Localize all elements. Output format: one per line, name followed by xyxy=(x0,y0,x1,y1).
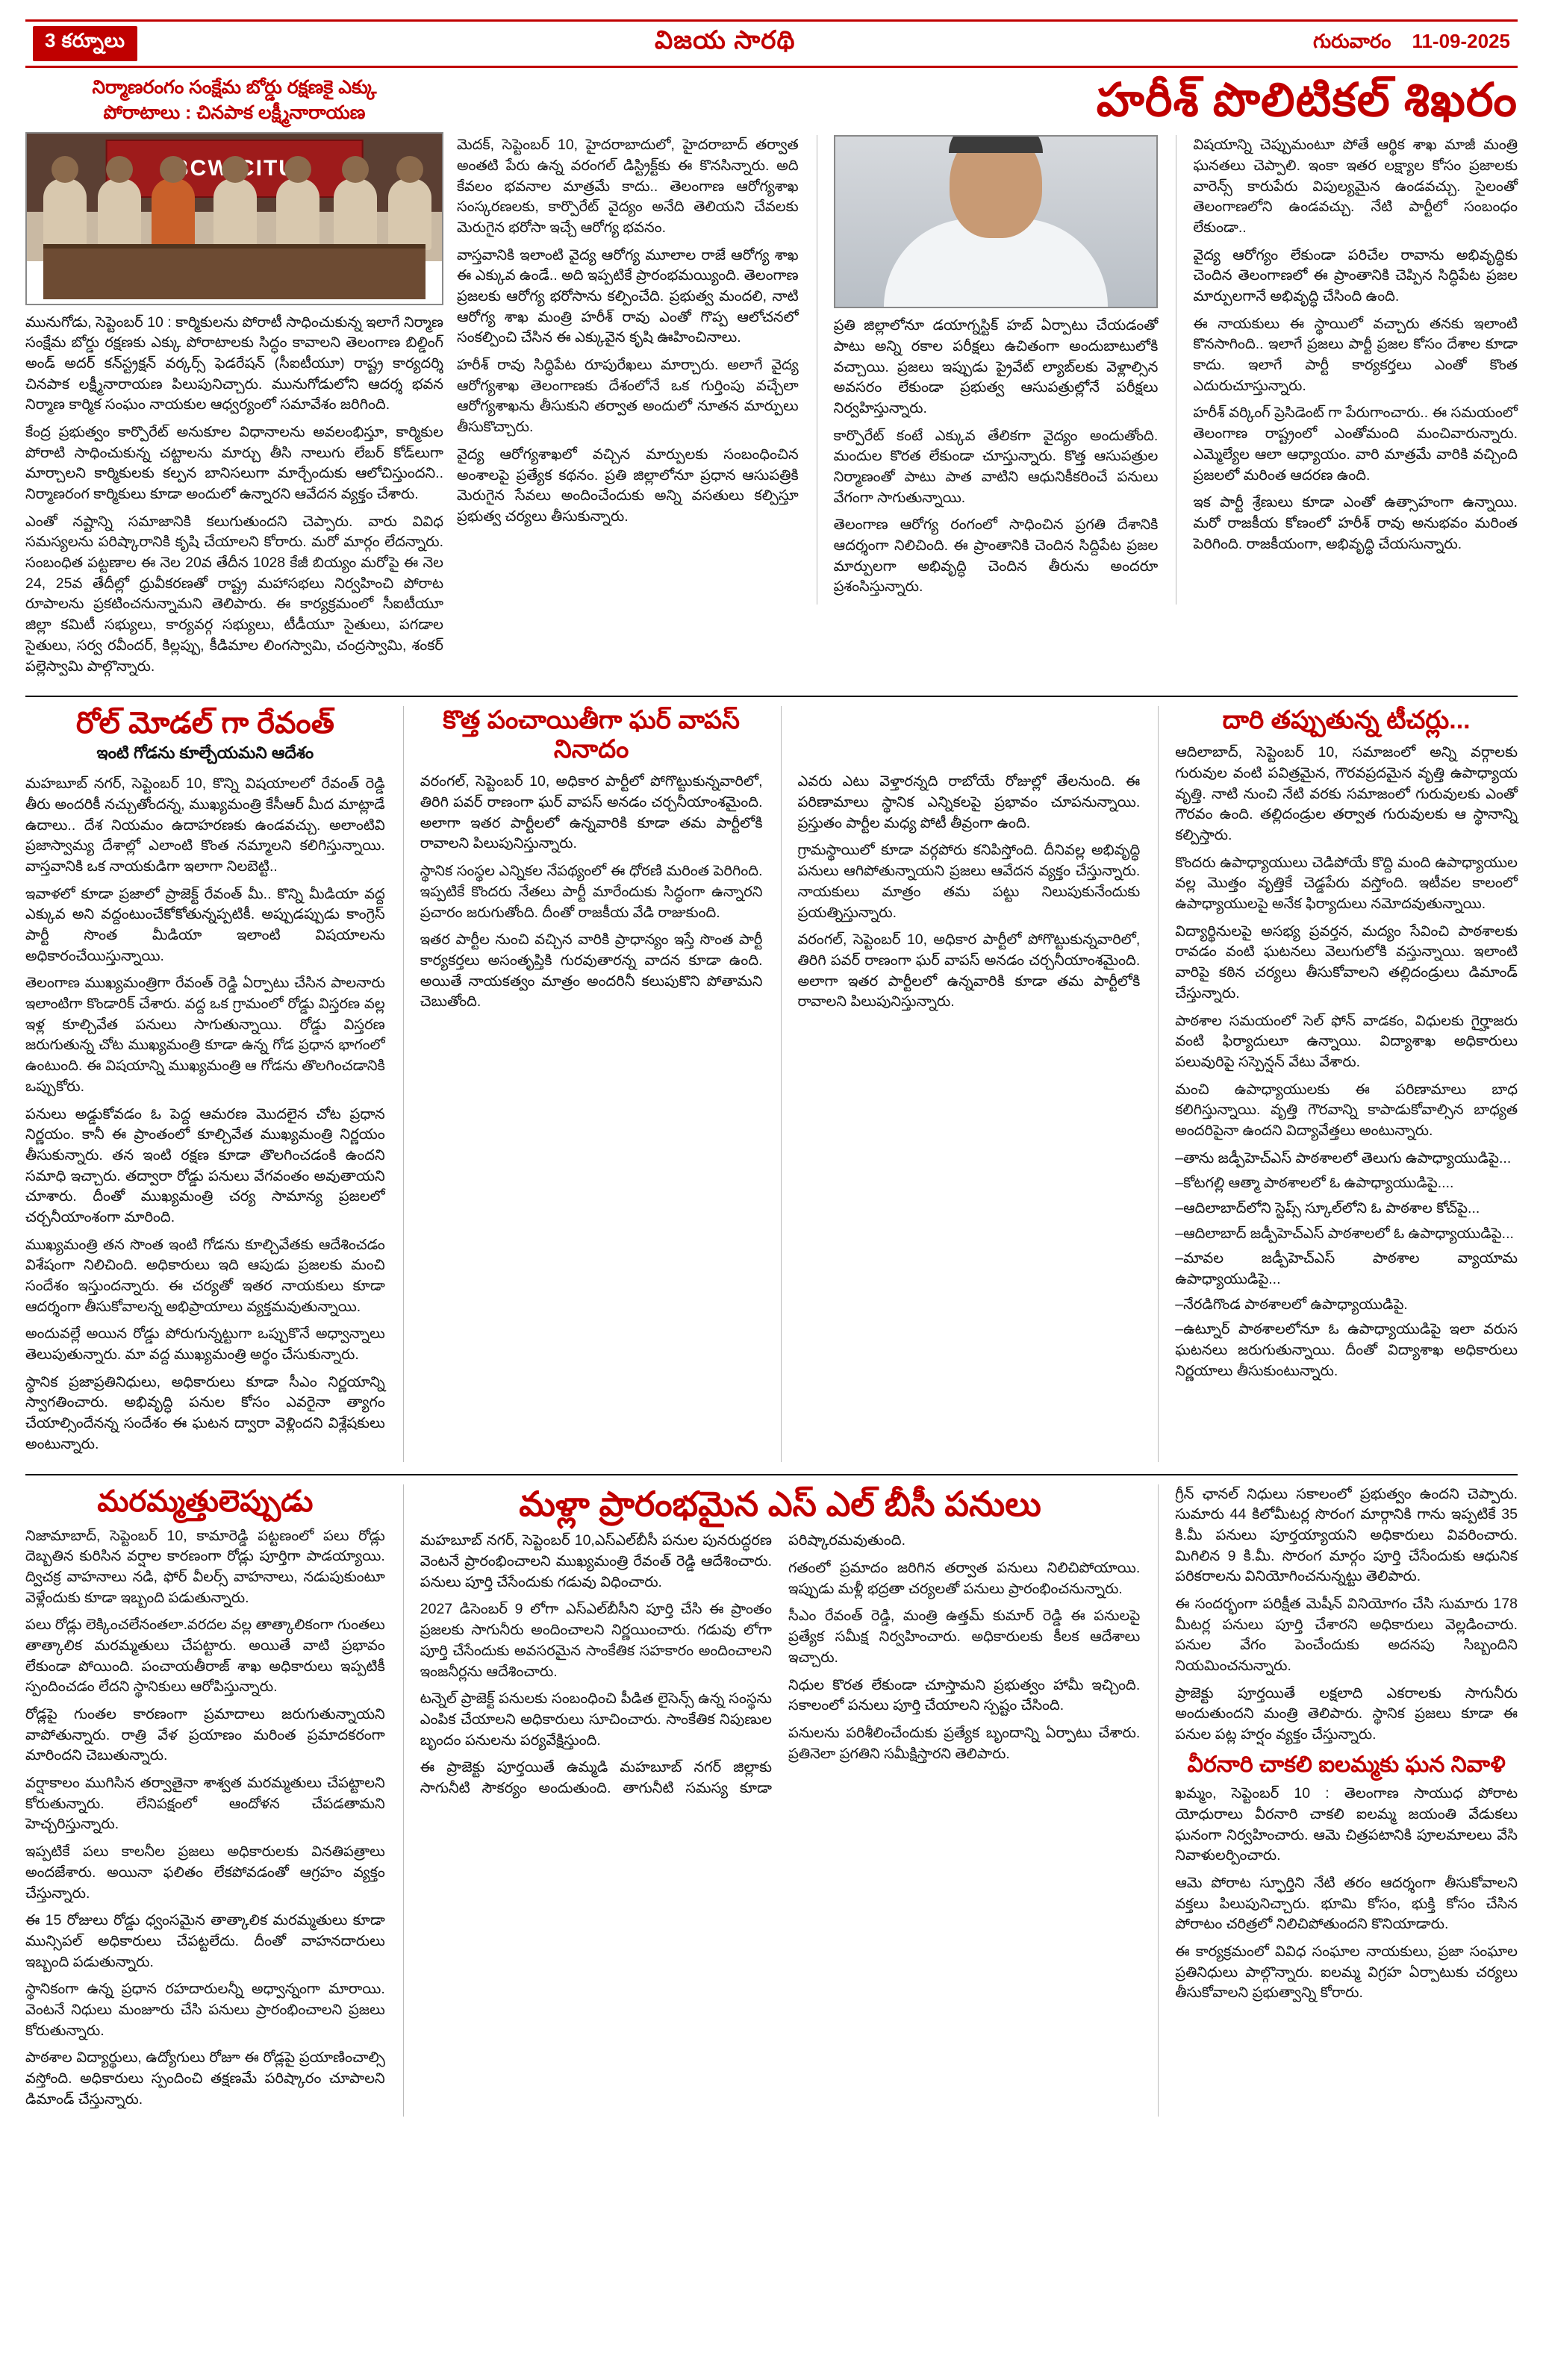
edition-badge: 3 కర్నూలు xyxy=(33,26,137,61)
paragraph: కొందరు ఉపాధ్యాయులు చెడిపోయే కొద్ది మంది ఉపాధ్యాయుల వల్ల మొత్తం వృత్తికే చెడ్డపేరు వస్తోంది. ఇటీవల కాలంలో ఉపాధ్యాయులపై అనేక ఫిర్యాదులు నమోదవుతున్నాయి. xyxy=(1175,854,1518,913)
paragraph: తెలంగాణ ముఖ్యమంత్రిగా రేవంత్ రెడ్డి ఏర్పాటు చేసిన పాలనారు ఇలాంటిగా కొండారిక్ చేశారు. వద్ద ఒక గ్రామంలో రోడ్డు విస్తరణ వల్ల ఇళ్ల కూల్చివేత పనులు సాగుతున్నాయి. రోడ్డు విస్తరణ జరుగుతున్న చోట ముఖ్యమంత్రి కూడా ఉన్న గోడ ప్రధాన భాగంలో ఉంటుంది. ఈ విషయాన్ని ముఖ్యమంత్రి ఆ గోడను తొలగించడానికి ఒప్పుకోరు. xyxy=(25,975,385,1095)
section-divider xyxy=(25,1474,1518,1475)
paragraph: ఈ సందర్భంగా పరిక్షీత మెషీన్ వినియోగం చేసి సుమారు 178 మీటర్ల పనులు పూర్తి చేశారని అధికారులు వెల్లడించారు. పనుల వేగం పెంచేందుకు అదనపు సిబ్బందిని నియమించనున్నారు. xyxy=(1175,1595,1518,1674)
paragraph: అందువల్లే అయిన రోడ్డు పోరుగున్నట్టుగా ఒప్పుకొనే అధ్వాన్నాలు తెలుపుతున్నారు. మా వద్ద ముఖ్యమంత్రి అర్థం చేసుకున్నారు. xyxy=(25,1325,385,1364)
lead-kicker-line2: పోరాటాలు : చినపాక లక్ష్మీనారాయణ xyxy=(103,101,366,123)
story-slbc-continuation xyxy=(1158,1484,1518,2117)
paragraph: టన్నెల్ ప్రాజెక్ట్ పనులకు సంబంధించి పీడిత లైసెన్స్ ఉన్న సంస్థను ఎంపిక చేయాలని అధికారులు సూచించారు. సాంకేతిక నిపుణుల బృందం పనులను పర్యవేక్షిస్తుంది. xyxy=(420,1690,772,1749)
repair-heading: మరమ్మత్తులెప్పుడు xyxy=(97,1484,314,1518)
paragraph: ఈ కార్యక్రమంలో వివిధ సంఘాల నాయకులు, ప్రజా సంఘాల ప్రతినిధులు పాల్గొన్నారు. ఐలమ్మ విగ్రహ ఏర్పాటుకు చర్యలు తీసుకోవాలని ప్రభుత్వాన్ని కోరారు. xyxy=(1175,1943,1518,2002)
story-role-model xyxy=(25,706,385,1461)
date-line xyxy=(1313,30,1510,57)
paragraph: పనులను పరిశీలించేందుకు ప్రత్యేక బృందాన్ని ఏర్పాటు చేశారు. ప్రతినెలా ప్రగతిని సమీక్షిస్తారని తెలిపారు. xyxy=(788,1724,1141,1762)
lead-kicker-line1: నిర్మాణరంగం సంక్షేమ బోర్డు రక్షణకై ఎక్కు xyxy=(92,77,377,98)
list-item: –ఆదిలాబాద్‌లోని స్టెప్స్ స్కూల్‌లోని ఓ పాఠశాల కోచ్‌పై... xyxy=(1175,1200,1480,1217)
paragraph: ముఖ్యమంత్రి తన సొంత ఇంటి గోడను కూల్చివేతకు ఆదేశించడం విశేషంగా నిలిచింది. అధికారులు ఇది ఆపుడు ప్రజలకు మంచి సందేశం ఇస్తుందన్నారు. ఈ చర్యతో ఇతర నాయకులు కూడా ఆదర్శంగా తీసుకోవాలన్న అభిప్రాయాలు వ్యక్తమవుతున్నాయి. xyxy=(25,1236,385,1315)
paragraph: వరంగల్, సెప్టెంబర్ 10, అధికార పార్టీలో పోగొట్టుకున్నవారిలో, తిరిగి పవర్ రాణంగా ఘర్ వాపస్ అనడం చర్చనీయాంశమైంది. అలాగా ఇతర పార్టీలలో ఉన్నవారికి కూడా తమ పార్టీలోకి రావాలని పిలుపునిస్తున్నారు. xyxy=(420,773,763,852)
paragraph: వైద్య ఆరోగ్యం లేకుండా పరిచేల రావాను అభివృద్ధికు చెందిన తెలంగాణలో ఈ ప్రాంతానికి చెప్పిన సిద్ధిపేట ప్రజల మార్పులగానే అభివృద్ధి చేసింది ఉంది. xyxy=(1193,246,1518,304)
paragraph: ఈ 15 రోజులు రోడ్డు ధ్వంసమైన తాత్కాలిక మరమ్మతులు కూడా మున్సిపల్ అధికారులు చేపట్టలేదు. దీంతో వాహనదారులు ఇబ్బంది పడుతున్నారు. xyxy=(25,1912,385,1970)
paragraph: ఇక పార్టీ శ్రేణులు కూడా ఎంతో ఉత్సాహంగా ఉన్నాయి. మరో రాజకీయ కోణంలో హరీశ్ రావు అనుభవం మరింత పెరిగింది. రాజకీయంగా, అభివృద్ధి చేయసున్నారు. xyxy=(1193,494,1518,552)
slbc-heading: మళ్లా ప్రారంభమైన ఎస్ ఎల్ బీసీ పనులు xyxy=(519,1484,1041,1523)
paragraph: విద్యార్థినులపై అసభ్య ప్రవర్తన, మద్యం సేవించి పాఠశాలకు రావడం వంటి ఘటనలు వెలుగులోకి వస్తున్నాయి. ఇలాంటి వారిపై కఠిన చర్యలు తీసుకోవాలని తల్లిదండ్రులు డిమాండ్ చేస్తున్నారు. xyxy=(1175,922,1518,1002)
weekday-label: గురువారం xyxy=(1313,30,1391,52)
paragraph: స్థానిక సంస్థల ఎన్నికల నేపథ్యంలో ఈ ధోరణి మరింత పెరిగింది. ఇప్పటికే కొందరు నేతలు పార్టీ మారేందుకు సిద్ధంగా ఉన్నారని ప్రచారం జరుగుతోంది. దీంతో రాజకీయ వేడి రాజుకుంది. xyxy=(420,863,763,921)
paragraph: వైద్య ఆరోగ్యశాఖలో వచ్చిన మార్పులకు సంబంధించిన అంశాలపై ప్రత్యేక కథనం. ప్రతి జిల్లాలోనూ ప్రధాన ఆసుపత్రికి మెరుగైన సేవలు అందించేందుకు అన్ని వసతులు కల్పిస్తూ ప్రభుత్వ చర్యలు తీసుకున్నారు. xyxy=(457,446,799,525)
lead-right-grid xyxy=(457,135,1518,605)
story-veeranari xyxy=(1175,1752,1518,2004)
lead-left-column xyxy=(25,75,443,684)
photo-person xyxy=(334,178,377,250)
lead-left-story xyxy=(25,313,443,678)
paragraph: తెలంగాణ ఆరోగ్య రంగంలో సాధించిన ప్రగతి దేశానికి ఆదర్శంగా నిలిచింది. ఈ ప్రాంతానికి చెందిన సిద్దిపేట ప్రజల మార్పులగా అభివృద్ధి చెందిన తీరును అందరూ ప్రశంసిస్తున్నారు. xyxy=(833,516,1159,596)
paragraph: ఎవరు ఎటు వెళ్తారన్నది రాబోయే రోజుల్లో తేలనుంది. ఈ పరిణామాలు స్థానిక ఎన్నికలపై ప్రభావం చూపనున్నాయి. ప్రస్తుతం పార్టీల మధ్య పోటీ తీవ్రంగా ఉంది. xyxy=(797,773,1141,831)
paragraph: ఆదిలాబాద్, సెప్టెంబర్ 10, సమాజంలో అన్ని వర్గాలకు గురువుల వంటి పవిత్రమైన, గౌరవప్రదమైన వృత్తి ఉపాధ్యాయ వృత్తి. నాటి నుంచి నేటి వరకు సమాజంలో గురువులకు ఎంతో గౌరవం ఉంది. తల్లిదండ్రుల తర్వాత గురువులకు ఆ స్థానాన్ని కల్పిస్తారు. xyxy=(1175,744,1518,844)
paragraph: నిజామాబాద్, సెప్టెంబర్ 10, కామారెడ్డి పట్టణంలో పలు రోడ్లు దెబ్బతిన కురిసిన వర్షాల కారణంగా రోడ్లు పూర్తిగా పాడయ్యాయి. ద్విచక్ర వాహనాలు నడి, ఫోర్ వీలర్స్ వాహనాలు, నడుపుకుంటూ వెళ్లేందుకు కూడా ఇబ్బంది పడుతున్నారు. xyxy=(25,1527,385,1606)
portrait-photo xyxy=(834,135,1159,308)
paragraph: ప్రాజెక్టు పూర్తయితే లక్షలాది ఎకరాలకు సాగునీరు అందుతుందని మంత్రి తెలిపారు. స్థానిక ప్రజలు కూడా ఈ పనుల పట్ల హర్షం వ్యక్తం చేస్తున్నారు. xyxy=(1175,1684,1518,1743)
paragraph: మహబూబ్ నగర్, సెప్టెంబర్ 10, కొన్ని విషయాలలో రేవంత్ రెడ్డి తీరు అందరికీ నచ్చుతోందన్న, ముఖ్యమంత్రి కేసీఆర్ మీద మాట్లాడే ఉదాలు.. దేశ నియమం ఉదాహరణకు ఉండవచ్చు. అలాంటివి ప్రజాస్వామ్య దేశాల్లో ఎలాంటి కొంత నమ్మాలని కలిగిస్తున్నాయి. వాస్తవానికి ఒక నాయకుడిగా ఇలాగా నిలబెట్టి.. xyxy=(25,775,385,875)
paragraph: గతంలో ప్రమాదం జరిగిన తర్వాత పనులు నిలిచిపోయాయి. ఇప్పుడు మళ్లీ భద్రతా చర్యలతో పనులు ప్రారంభించనున్నారు. xyxy=(788,1560,1141,1597)
lead-col-3 xyxy=(1176,135,1518,605)
story-repair xyxy=(25,1484,385,2117)
middle-row xyxy=(25,706,1518,1461)
photo-banner-text: BCW CITU xyxy=(106,140,364,198)
paragraph: రోడ్లపై గుంతల కారణంగా ప్రమాదాలు జరుగుతున్నాయని వాపోతున్నారు. రాత్రి వేళ ప్రయాణం మరింత ప్రమాదకరంగా మారిందని చెబుతున్నారు. xyxy=(25,1706,385,1764)
paragraph: ఈ నాయకులు ఈ స్థాయిలో వచ్చారు తనకు ఇలాంటి కొనసాగింది.. ఇలాగే ప్రజలు పార్టీ ప్రజల కోసం దేశాల కూడా కాదు. ఇలాగే పార్టీ కార్యకర్తలు ఎంతో కొంత ఎదురుచూస్తున్నారు. xyxy=(1193,315,1518,394)
paragraph: ఇతర పార్టీల నుంచి వచ్చిన వారికి ప్రాధాన్యం ఇస్తే సొంత పార్టీ కార్యకర్తలు అసంతృప్తికి గురవుతారన్న వాదన కూడా ఉంది. అయితే నాయకత్వం మాత్రం అందరినీ కలుపుకొని పోతామని చెబుతోంది. xyxy=(420,931,763,1011)
paragraph: హరీశ్ వర్కింగ్ ప్రెసిడెంట్ గా పేరుగాంచారు.. ఈ సమయంలో తెలంగాణ రాష్ట్రంలో ఎంతోమంది మంచివారున్నారు. ఎమ్మెల్యేల ఆలా ఆధ్యాయం. వారి మాత్రమే వారికి వచ్చింది ప్రజలలో మరింత ఆదరణ ఉంది. xyxy=(1193,405,1518,484)
paragraph: సీఎం రేవంత్ రెడ్డి, మంత్రి ఉత్తమ్ కుమార్ రెడ్డి ఈ పనులపై ప్రత్యేక సమీక్ష నిర్వహించారు. అధికారులకు కీలక ఆదేశాలు ఇచ్చారు. xyxy=(788,1608,1141,1666)
masthead xyxy=(25,19,1518,68)
list-item: –ఆదిలాబాద్ జడ్పీహెచ్ఎస్ పాఠశాలలో ఓ ఉపాధ్యాయుడిపై... xyxy=(1175,1225,1514,1242)
photo-person xyxy=(152,178,195,250)
list-item: –కోటగల్లి ఆత్మా పాఠశాలలో ఓ ఉపాధ్యాయుడిపై.... xyxy=(1175,1175,1454,1192)
photo-person-head xyxy=(52,156,78,183)
paragraph: ఎంతో నష్టాన్ని సమాజానికి కలుగుతుందని చెప్పారు. వారు వివిధ సమస్యలను పరిష్కారానికి కృషి చేయాలని కోరారు. మరో మార్గం లేదన్నారు. సంబంధిత పట్టణాల ఈ నెల 20వ తేదీన 1028 కేజీ బియ్యం మరోపై ఈ నెల 24, 25వ తేదీల్లో ధ్రువీకరణతో రాష్ట్ర మహాసభలు నిర్వహించి పోరాట రూపాలను ప్రకటించనున్నామని తెలిపారు. ఈ కార్యక్రమంలో సీఐటీయూ జిల్లా కమిటీ సభ్యులు, కార్యవర్గ సభ్యులు, టీడీయూ సైతులు, పగడాల సైతులు, సర్వ రవీందర్, కిల్లప్పు, కీడిమాల లింగస్వామి, చంద్రస్వామి, శంకర్ పల్లెస్వామి పాల్గొన్నారు. xyxy=(25,513,443,675)
panchayat-heading: కొత్త పంచాయితీగా ఘర్ వాపస్ నినాదం xyxy=(443,706,740,764)
paragraph: మంచి ఉపాధ్యాయులకు ఈ పరిణామాలు బాధ కలిగిస్తున్నాయి. వృత్తి గౌరవాన్ని కాపాడుకోవాల్సిన బాధ్యత అందరిపైనా ఉందని విద్యావేత్తలు అంటున్నారు. xyxy=(1175,1081,1518,1139)
paragraph: ఇప్పటికే పలు కాలనీల ప్రజలు అధికారులకు వినతిపత్రాలు అందజేశారు. అయినా ఫలితం లేకపోవడంతో ఆగ్రహం వ్యక్తం చేస్తున్నారు. xyxy=(25,1843,385,1902)
story-panchayat-cont xyxy=(781,706,1141,1461)
paragraph: గ్రీన్ ఛానల్ నిధులు సకాలంలో ప్రభుత్వం ఉందని చెప్పారు. సుమారు 44 కిలోమీటర్ల సొరంగ మార్గానికి గాను ఇప్పటికే 35 కి.మీ పనులు పూర్తయ్యాయని అధికారులు వివరించారు. మిగిలిన 9 కి.మీ. సొరంగ మార్గం పూర్తి చేసేందుకు ఆధునిక పరికరాలను వినియోగించనున్నట్టు తెలిపారు. xyxy=(1175,1485,1518,1585)
photo-person xyxy=(388,178,431,250)
paragraph: పాఠశాల సమయంలో సెల్ ఫోన్ వాడకం, విధులకు గైర్హాజరు వంటి ఫిర్యాదులూ ఉన్నాయి. విద్యాశాఖ అధికారులు పలువురిపై సస్పెన్షన్ వేటు వేశారు. xyxy=(1175,1012,1518,1070)
role-model-subheading: ఇంటి గోడను కూల్చేయమని ఆదేశం xyxy=(96,743,314,763)
list-item: –తాను జడ్పీహెచ్ఎస్ పాఠశాలలో తెలుగు ఉపాధ్యాయుడిపై... xyxy=(1175,1149,1512,1166)
paragraph: 2027 డిసెంబర్ 9 లోగా ఎస్ఎల్‌బీసీని పూర్తి చేసి ఈ ప్రాంతం ప్రజలకు సాగునీరు అందించాలని నిర్ణయించారు. గడువు లోగా పూర్తి చేసేందుకు అవసరమైన సాంకేతిక సహకారం అందించాలని ఇంజనీర్లను ఆదేశించారు. xyxy=(420,1601,772,1680)
newspaper-title: విజయ సారథి xyxy=(655,26,796,54)
photo-person-head xyxy=(222,156,249,183)
paragraph: మెదక్, సెప్టెంబర్ 10, హైదరాబాదులో, హైదరాబాద్ తర్వాత అంతటి పేరు ఉన్న వరంగల్ డిస్ట్రిక్ట్‌కు ఈ కొనసిన్నారు. అది కేవలం భవనాల మాత్రమే కాదు.. తెలంగాణ ఆరోగ్యశాఖ సంస్కరణలకు, కార్పొరేట్ వైద్యం అనేది తెలియని చేవలకు మెరుగైన భరోసా ఇచ్చే ఆరోగ్య భవనం. xyxy=(457,137,799,236)
photo-person-head xyxy=(396,156,423,183)
paragraph: పాఠశాల విద్యార్థులు, ఉద్యోగులు రోజూ ఈ రోడ్లపై ప్రయాణించాల్సి వస్తోంది. అధికారులు స్పందించి తక్షణమే పరిష్కారం చూపాలని డిమాండ్ చేస్తున్నారు. xyxy=(25,2049,385,2108)
paragraph: స్థానిక ప్రజాప్రతినిధులు, అధికారులు కూడా సీఎం నిర్ణయాన్ని స్వాగతించారు. అభివృద్ధి పనుల కోసం ఎవరైనా త్యాగం చేయాల్సిందేనన్న సందేశం ఈ ఘటన ద్వారా వెళ్లిందని విశ్లేషకులు అంటున్నారు. xyxy=(25,1373,385,1452)
paragraph: స్థానికంగా ఉన్న ప్రధాన రహదారులన్నీ అధ్వాన్నంగా మారాయి. వెంటనే నిధులు మంజూరు చేసి పనులు ప్రారంభించాలని ప్రజలు కోరుతున్నారు. xyxy=(25,1981,385,2039)
lead-col-1 xyxy=(457,135,799,605)
story-panchayat xyxy=(403,706,763,1461)
teachers-bullet-list xyxy=(1175,1149,1518,1382)
paragraph: పలు రోడ్లు లెక్కించలేనంతలా.వరదల వల్ల తాత్కాలికంగా గుంతలు తాత్కాలిక మరమ్మతులు చేపట్టారు. అయితే వాటి ప్రభావం లేకుండా పోయింది. పంచాయతీరాజ్ శాఖ అధికారులు ఇప్పటికీ స్పందించడం లేదని స్థానికులు ఆరోపిస్తున్నారు. xyxy=(25,1617,385,1696)
date-label: 11-09-2025 xyxy=(1412,30,1510,52)
list-item: –ఉట్నూర్ పాఠశాలలోనూ ఓ ఉపాధ్యాయుడిపై ఇలా వరుస ఘటనలు జరుగుతున్నాయి. దీంతో విద్యాశాఖ అధికారులు నిర్ణయాలు తీసుకుంటున్నారు. xyxy=(1175,1321,1518,1379)
paragraph: మునుగోడు, సెప్టెంబర్ 10 : కార్మికులను పోరాటీ సాధించుకున్న ఇలాగే నిర్మాణ సంక్షేమ బోర్డు రక్షణకు ఎక్కు పోరాటాలకు సిద్ధం కావాలని తెలంగాణ బిల్డింగ్ అండ్ అదర్ కన్‌స్ట్రక్షన్ వర్కర్స్ ఫెడరేషన్ (సీఐటీయూ) రాష్ట్ర కార్యదర్శి చినపాక లక్ష్మీనారాయణ పిలుపునిచ్చారు. మునుగోడులోని ఆదర్శ భవన నిర్మాణ కార్మిక సంఘం నాయకుల ఆధ్వర్యంలో సమావేశం జరిగింది. xyxy=(25,313,443,413)
lead-block xyxy=(25,75,1518,684)
paragraph: పనులు అడ్డుకోవడం ఓ పెద్ద ఆమరణ మొదలైన చోట ప్రధాన నిర్ణయం. కానీ ఈ ప్రాంతంలో కూల్చివేత ముఖ్యమంత్రి నిర్ణయం తీసుకున్నారు. తన ఇంటి రక్షణ కూడా తొలగించడంకి ఉందని సమాధి ఇచ్చారు. తద్వారా రోడ్డు పనులు వేగవంతం అవుతాయని చూశారు. దీంతో ముఖ్యమంత్రి చర్య సామాన్య ప్రజలలో చర్చనీయాంశంగా మారింది. xyxy=(25,1105,385,1225)
paragraph: వాస్తవానికి ఇలాంటి వైద్య ఆరోగ్య మూలాల రాజే ఆరోగ్య శాఖ ఈ ఎక్కువ ఉండే.. అది ఇప్పటికే ప్రారంభమయ్యింది. తెలంగాణ ప్రజలకు ఆరోగ్య భరోసాను కల్పించేది. ప్రభుత్వ మందలి, నాటి ఆరోగ్య శాఖ మంత్రి హరీశ్ రావు ఎంతో గొప్ప ఆలోచనలో సంకల్పించి చేసిన ఈ ఎక్కువైన కృషి ఊహించినాలు. xyxy=(457,246,799,346)
photo-person xyxy=(98,178,141,250)
paragraph: ఈ ప్రాజెక్టు పూర్తయితే ఉమ్మడి మహబూబ్ నగర్ జిల్లాకు సాగునీటి సౌకర్యం అందుతుంది. తాగునీటి సమస్య కూడా పరిష్కారమవుతుంది. xyxy=(420,1532,905,1796)
photo-person-head xyxy=(342,156,369,183)
paragraph: ఖమ్మం, సెప్టెంబర్ 10 : తెలంగాణ సాయుధ పోరాట యోధురాలు వీరనారి చాకలి ఐలమ్మ జయంతి వేడుకలు ఘనంగా నిర్వహించారు. ఆమె చిత్రపటానికి పూలమాలలు వేసి నివాళులర్పించారు. xyxy=(1175,1785,1518,1864)
paragraph: మహబూబ్ నగర్, సెప్టెంబర్ 10,ఎస్ఎల్‌బీసీ పనుల పునరుద్ధరణ వెంటనే ప్రారంభించాలని ముఖ్యమంత్రి రేవంత్ రెడ్డి ఆదేశించారు. పనులు పూర్తి చేసేందుకు గడువు విధించారు. xyxy=(420,1532,772,1590)
paragraph: వరంగల్, సెప్టెంబర్ 10, అధికార పార్టీలో పోగొట్టుకున్నవారిలో, తిరిగి పవర్ రాణంగా ఘర్ వాపస్ అనడం చర్చనీయాంశమైంది. అలాగా ఇతర పార్టీలలో ఉన్నవారికి కూడా తమ పార్టీలోకి రావాలని పిలుపునిస్తున్నారు. xyxy=(797,931,1141,1011)
lead-headline: హరీశ్ పొలిటికల్ శిఖరం xyxy=(1096,75,1518,126)
lead-right-column xyxy=(457,75,1518,605)
paragraph: కార్పొరేట్ కంటే ఎక్కువ తేలికగా వైద్యం అందుతోంది. మందుల కొరత లేకుండా చూస్తున్నారు. కొత్త ఆసుపత్రుల నిర్మాణంతో పాటు పాత వాటిని ఆధునికీకరించే పనులు వేగంగా సాగుతున్నాయి. xyxy=(833,427,1159,506)
lead-col-2 xyxy=(817,135,1159,605)
list-item: –మావల జడ్పీహెచ్ఎస్ పాఠశాల వ్యాయామ ఉపాధ్యాయుడిపై... xyxy=(1175,1250,1518,1288)
teachers-heading: దారి తప్పుతున్న టీచర్లు... xyxy=(1222,706,1471,735)
veeranari-heading: వీరనారి చాకలి ఐలమ్మకు ఘన నివాళి xyxy=(1187,1752,1506,1777)
portrait-hair xyxy=(949,135,1043,153)
story-teachers xyxy=(1158,706,1518,1461)
paragraph: హరీశ్ రావు సిద్ధిపేట రూపురేఖలు మార్చారు. అలాగే వైద్య ఆరోగ్యశాఖ తెలంగాణకు దేశంలోనే ఒక గుర్తింపు వచ్చేలా ఆరోగ్యశాఖను తీసుకుని తర్వాత అందులో నూతన మార్పులు తీసుకొచ్చారు. xyxy=(457,357,799,436)
story-slbc xyxy=(403,1484,1141,2117)
paragraph: విషయాన్ని చెప్పుమంటూ పోతే ఆర్థిక శాఖ మాజీ మంత్రి ఘనతలు చెప్పాలి. ఇంకా ఇతర లక్ష్యాల కోసం ప్రజాలకు వారెన్స్ కారుపేరు విపుల్యమైన ఉండవచ్చు. సైలంతో తెలంగాణలోని ఉండవచ్చు. నేటి పార్టీలో సంబంధం లేకుండా.. xyxy=(1193,137,1518,236)
photo-person xyxy=(43,178,87,250)
paragraph: ఆమె పోరాట స్ఫూర్తిని నేటి తరం ఆదర్శంగా తీసుకోవాలని వక్తలు పిలుపునిచ్చారు. భూమి కోసం, భుక్తి కోసం చేసిన పోరాటం చరిత్రలో నిలిచిపోతుందని కొనియాడారు. xyxy=(1175,1875,1518,1933)
paragraph: నిధుల కొరత లేకుండా చూస్తామని ప్రభుత్వం హామీ ఇచ్చింది. సకాలంలో పనులు పూర్తి చేయాలని స్పష్టం చేసింది. xyxy=(788,1676,1141,1714)
paragraph: గ్రామస్థాయిలో కూడా వర్గపోరు కనిపిస్తోంది. దీనివల్ల అభివృద్ధి పనులు ఆగిపోతున్నాయని ప్రజలు ఆవేదన వ్యక్తం చేస్తున్నారు. నాయకులు మాత్రం తమ పట్టు నిలుపుకునేందుకు ప్రయత్నిస్తున్నారు. xyxy=(797,842,1141,921)
meeting-photo xyxy=(25,132,443,305)
photo-person-head xyxy=(106,156,133,183)
paragraph: కేంద్ర ప్రభుత్వం కార్పొరేట్ అనుకూల విధానాలను అవలంభిస్తూ, కార్మికుల పోరాటి సాధించుకున్న చట్టాలను మార్చు తీసి నాలుగు లేబర్ కోడ్‌లుగా మార్చాలని కార్మికులకు కల్పన బానిసలుగా మార్చేందుకు ఆలోచిస్తుందని.. నిర్మాణరంగ కార్మికులు కూడా అందులో ఉన్నారని ఆవేదన వ్యక్తం చేశారు. xyxy=(25,423,443,502)
photo-person-head xyxy=(284,156,311,183)
photo-person xyxy=(276,178,319,250)
paragraph: వర్షాకాలం ముగిసిన తర్వాతైనా శాశ్వత మరమ్మతులు చేపట్టాలని కోరుతున్నారు. లేనిపక్షంలో ఆందోళన చేపడతామని హెచ్చరిస్తున్నారు. xyxy=(25,1775,385,1833)
role-model-heading: రోల్ మోడల్ గా రేవంత్ xyxy=(75,707,334,740)
photo-table xyxy=(43,244,426,299)
bottom-row xyxy=(25,1484,1518,2117)
photo-person-head xyxy=(160,156,187,183)
paragraph: ఇవాళలో కూడా ప్రజాలో ప్రాజెక్ట్ రేవంత్ మీ.. కొన్ని మీడియా వద్ద ఎక్కువ అని వద్దంటుంచేకోకోతున్నప్పటికీ. అప్పుడప్పుడు కాంగ్రెస్ పార్టీ సొంత మీడియా ఇలాంటి విషయాలను అధికారంచేయిస్తున్నాయి. xyxy=(25,885,385,964)
lead-kicker xyxy=(25,75,443,126)
list-item: –నేరడిగొండ పాఠశాలలో ఉపాధ్యాయుడిపై. xyxy=(1175,1296,1408,1313)
photo-person xyxy=(213,178,257,250)
slbc-body xyxy=(420,1531,1141,1799)
paragraph: ప్రతి జిల్లాలోనూ డయాగ్నస్టిక్ హబ్ ఏర్పాటు చేయడంతో పాటు అన్ని రకాల పరీక్షలు ఉచితంగా అందుబాటులోకి వచ్చాయి. ప్రజలు ఇప్పుడు ప్రైవేట్ ల్యాబ్‌లకు వెళ్లాల్సిన అవసరం లేకుండా ప్రభుత్వ ఆసుపత్రుల్లోనే పరీక్షలు నిర్వహిస్తున్నారు. xyxy=(833,317,1159,416)
section-divider xyxy=(25,696,1518,697)
